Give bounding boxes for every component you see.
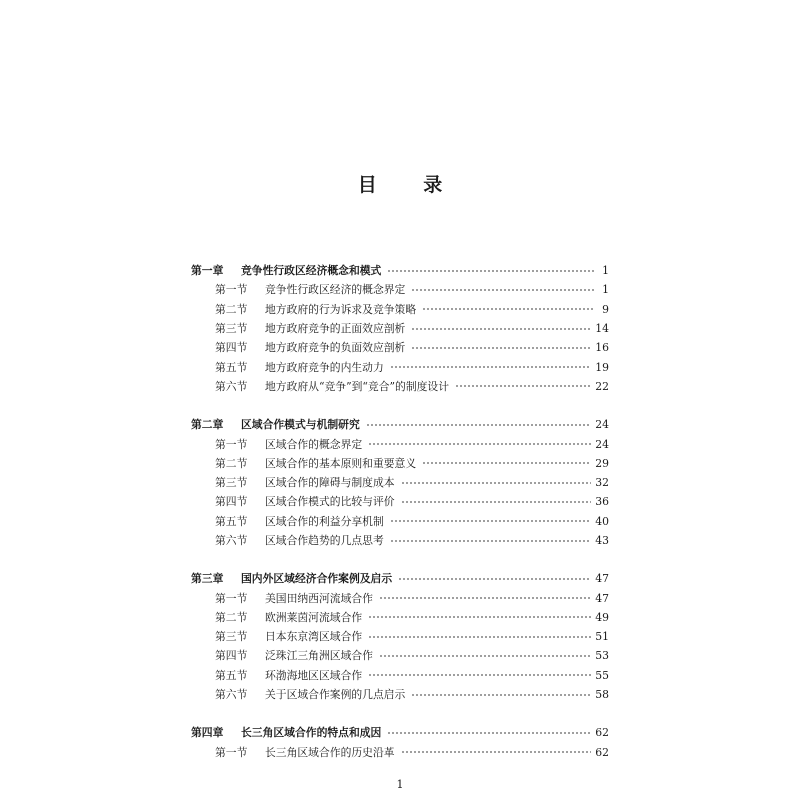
entry-page: 49 <box>595 610 609 624</box>
entry-title: 长三角区域合作的历史沿革 <box>265 745 395 759</box>
leader-dots <box>366 423 591 427</box>
entry-title: 欧洲莱茵河流域合作 <box>265 610 363 624</box>
toc-section-entry <box>191 608 609 627</box>
leader-dots <box>379 654 591 658</box>
leader-dots <box>411 346 591 350</box>
entry-page: 47 <box>595 591 609 605</box>
entry-title: 环渤海地区区域合作 <box>265 668 363 682</box>
entry-number: 第二节 <box>215 302 248 316</box>
entry-number: 第六节 <box>215 688 248 702</box>
entry-number: 第四章 <box>191 726 224 740</box>
entry-title: 区域合作的概念界定 <box>265 437 363 451</box>
entry-number: 第一章 <box>191 264 224 278</box>
toc-chapter-entry <box>191 569 609 588</box>
leader-dots <box>398 577 591 581</box>
entry-number: 第六节 <box>215 379 248 393</box>
leader-dots <box>368 635 591 639</box>
entry-number: 第二节 <box>215 456 248 470</box>
entry-page: 62 <box>595 726 609 740</box>
toc-section-entry <box>191 492 609 511</box>
toc-chapter <box>191 723 609 762</box>
toc-section-entry <box>191 338 609 357</box>
entry-title: 美国田纳西河流域合作 <box>265 591 373 605</box>
entry-number: 第三节 <box>215 476 248 490</box>
entry-number: 第三节 <box>215 630 248 644</box>
toc-section-entry <box>191 454 609 473</box>
toc-section-entry <box>191 319 609 338</box>
entry-number: 第一节 <box>215 283 248 297</box>
entry-page: 55 <box>595 668 609 682</box>
toc-section-entry <box>191 434 609 453</box>
entry-page: 58 <box>595 688 609 702</box>
entry-page: 32 <box>595 476 609 490</box>
entry-page: 62 <box>595 745 609 759</box>
entry-page: 24 <box>595 418 609 432</box>
entry-title: 地方政府竞争的负面效应剖析 <box>265 341 406 355</box>
entry-title: 区域合作的障碍与制度成本 <box>265 476 395 490</box>
toc-section-entry <box>191 743 609 762</box>
leader-dots <box>411 288 595 292</box>
toc-section-entry <box>191 646 609 665</box>
entry-number: 第二节 <box>215 610 248 624</box>
toc-chapter-entry <box>191 261 609 280</box>
toc-section-entry <box>191 280 609 299</box>
page-title: 目 录 <box>357 174 463 196</box>
entry-title: 地方政府从“竞争”到“竞合”的制度设计 <box>265 379 450 393</box>
entry-title: 日本东京湾区域合作 <box>265 630 363 644</box>
leader-dots <box>387 269 595 273</box>
toc-chapter <box>191 261 609 396</box>
toc-section-entry <box>191 531 609 550</box>
entry-page: 16 <box>595 341 609 355</box>
entry-number: 第二章 <box>191 418 224 432</box>
toc-section-entry <box>191 666 609 685</box>
toc-section-entry <box>191 588 609 607</box>
toc-section-entry <box>191 377 609 396</box>
leader-dots <box>401 481 592 485</box>
leader-dots <box>390 539 591 543</box>
entry-title: 区域合作的基本原则和重要意义 <box>265 456 417 470</box>
entry-number: 第一节 <box>215 437 248 451</box>
table-of-contents <box>191 261 609 781</box>
entry-title: 区域合作趋势的几点思考 <box>265 534 384 547</box>
entry-page: 36 <box>595 495 609 509</box>
entry-page: 53 <box>595 649 609 663</box>
leader-dots <box>387 731 591 735</box>
entry-page: 1 <box>602 264 609 278</box>
entry-page: 43 <box>595 534 609 547</box>
entry-title: 区域合作模式与机制研究 <box>241 418 360 432</box>
entry-title: 国内外区域经济合作案例及启示 <box>241 572 393 586</box>
entry-title: 区域合作模式的比较与评价 <box>265 495 395 509</box>
toc-chapter <box>191 569 609 704</box>
toc-section-entry <box>191 300 609 319</box>
entry-number: 第六节 <box>215 534 248 547</box>
entry-title: 地方政府竞争的内生动力 <box>265 360 384 374</box>
entry-title: 关于区域合作案例的几点启示 <box>265 688 406 702</box>
entry-number: 第三节 <box>215 322 248 336</box>
leader-dots <box>379 596 591 600</box>
toc-chapter-entry <box>191 723 609 742</box>
entry-title: 地方政府竞争的正面效应剖析 <box>265 322 406 336</box>
entry-title: 竞争性行政区经济的概念界定 <box>265 283 406 297</box>
entry-page: 47 <box>595 572 609 586</box>
entry-page: 29 <box>595 456 609 470</box>
entry-page: 40 <box>595 514 609 528</box>
leader-dots <box>401 750 592 754</box>
leader-dots <box>390 365 591 369</box>
entry-number: 第四节 <box>215 495 248 509</box>
leader-dots <box>390 519 591 523</box>
entry-number: 第五节 <box>215 514 248 528</box>
entry-title: 泛珠江三角洲区域合作 <box>265 649 373 663</box>
entry-page: 1 <box>602 283 609 297</box>
entry-title: 区域合作的利益分享机制 <box>265 514 384 528</box>
entry-number: 第四节 <box>215 649 248 663</box>
leader-dots <box>455 384 591 388</box>
entry-number: 第五节 <box>215 360 248 374</box>
toc-section-entry <box>191 473 609 492</box>
entry-page: 9 <box>602 302 609 316</box>
entry-number: 第一节 <box>215 745 248 759</box>
entry-page: 51 <box>595 630 609 644</box>
entry-number: 第五节 <box>215 668 248 682</box>
toc-section-entry <box>191 627 609 646</box>
entry-title: 竞争性行政区经济概念和模式 <box>241 264 382 278</box>
entry-page: 19 <box>595 360 609 374</box>
leader-dots <box>368 673 591 677</box>
entry-title: 地方政府的行为诉求及竞争策略 <box>265 302 417 316</box>
page-number: 1 <box>396 778 404 791</box>
entry-number: 第一节 <box>215 591 248 605</box>
leader-dots <box>422 461 591 465</box>
entry-number: 第四节 <box>215 341 248 355</box>
leader-dots <box>368 615 591 619</box>
toc-section-entry <box>191 357 609 376</box>
entry-page: 14 <box>595 322 609 336</box>
leader-dots <box>368 442 591 446</box>
entry-number: 第三章 <box>191 572 224 586</box>
toc-chapter <box>191 415 609 550</box>
leader-dots <box>411 693 591 697</box>
entry-page: 24 <box>595 437 609 451</box>
toc-chapter-entry <box>191 415 609 434</box>
entry-title: 长三角区域合作的特点和成因 <box>241 726 382 740</box>
leader-dots <box>422 307 595 311</box>
toc-section-entry <box>191 512 609 531</box>
entry-page: 22 <box>595 379 609 393</box>
leader-dots <box>411 327 591 331</box>
toc-section-entry <box>191 685 609 704</box>
leader-dots <box>401 500 592 504</box>
